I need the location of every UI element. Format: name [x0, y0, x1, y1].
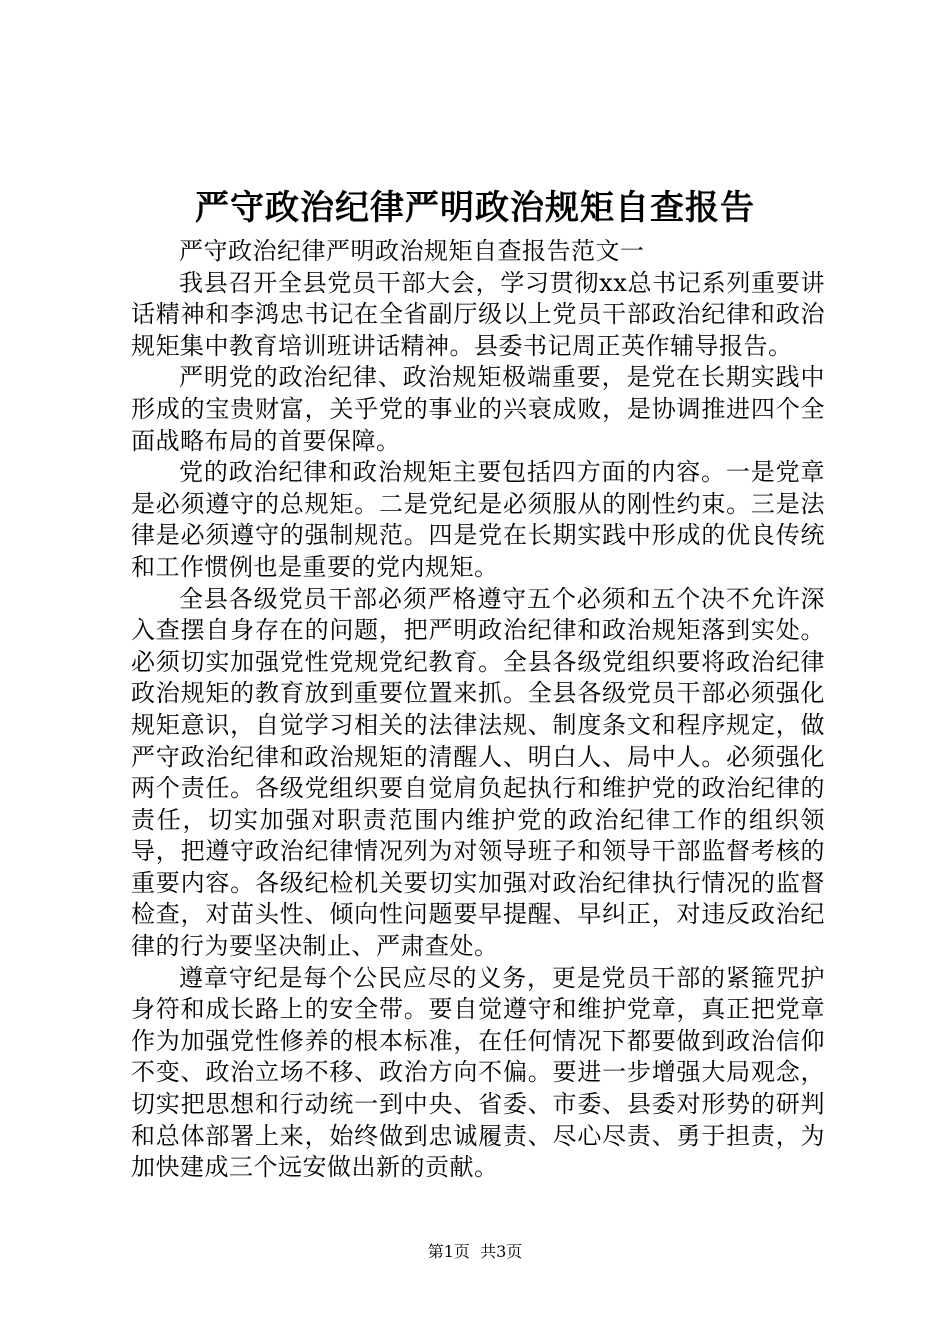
document-title: 严守政治纪律严明政治规矩自查报告 — [195, 188, 755, 228]
page-total: 共3页 — [480, 1242, 523, 1261]
paragraph-1: 我县召开全县党员干部大会，学习贯彻xx总书记系列重要讲话精神和李鸿忠书记在全省副厅级以上党员干部政治纪律和政治规矩集中教育培训班讲话精神。县委书记周正英作辅导报告。 — [131, 268, 825, 360]
page-footer — [0, 1241, 950, 1263]
paragraph-3: 党的政治纪律和政治规矩主要包括四方面的内容。一是党章是必须遵守的总规矩。二是党纪是必须服从的刚性约束。三是法律是必须遵守的强制规范。四是党在长期实践中形成的优良传统和工作惯例也是重要的党内规矩。 — [131, 458, 825, 581]
paragraph-5: 遵章守纪是每个公民应尽的义务，更是党员干部的紧箍咒护身符和成长路上的安全带。要自觉遵守和维护党章，真正把党章作为加强党性修养的根本标准，在任何情况下都要做到政治信仰不变、政治立场不移、政治方向不偏。要进一步增强大局观念，切实把思想和行动统一到中央、省委、市委、县委对形势的研判和总体部署上来，始终做到忠诚履责、尽心尽责、勇于担责，为加快建成三个远安做出新的贡献。 — [131, 963, 825, 1182]
paragraph-subtitle: 严守政治纪律严明政治规矩自查报告范文一 — [179, 237, 645, 265]
paragraph-2: 严明党的政治纪律、政治规矩极端重要，是党在长期实践中形成的宝贵财富，关乎党的事业的兴衰成败，是协调推进四个全面战略布局的首要保障。 — [131, 363, 825, 455]
paragraph-4: 全县各级党员干部必须严格遵守五个必须和五个决不允许深入查摆自身存在的问题，把严明政治纪律和政治规矩落到实处。必须切实加强党性党规党纪教育。全县各级党组织要将政治纪律政治规矩的教育放到重要位置来抓。全县各级党员干部必须强化规矩意识，自觉学习相关的法律法规、制度条文和程序规定，做严守政治纪律和政治规矩的清醒人、明白人、局中人。必须强化两个责任。各级党组织要自觉肩负起执行和维护党的政治纪律的责任，切实加强对职责范围内维护党的政治纪律工作的组织领导，把遵守政治纪律情况列为对领导班子和领导干部监督考核的重要内容。各级纪检机关要切实加强对政治纪律执行情况的监督检查，对苗头性、倾向性问题要早提醒、早纠正，对违反政治纪律的行为要坚决制止、严肃查处。 — [131, 584, 825, 961]
document-body — [131, 236, 825, 1184]
page-number: 第1页 — [427, 1242, 470, 1261]
